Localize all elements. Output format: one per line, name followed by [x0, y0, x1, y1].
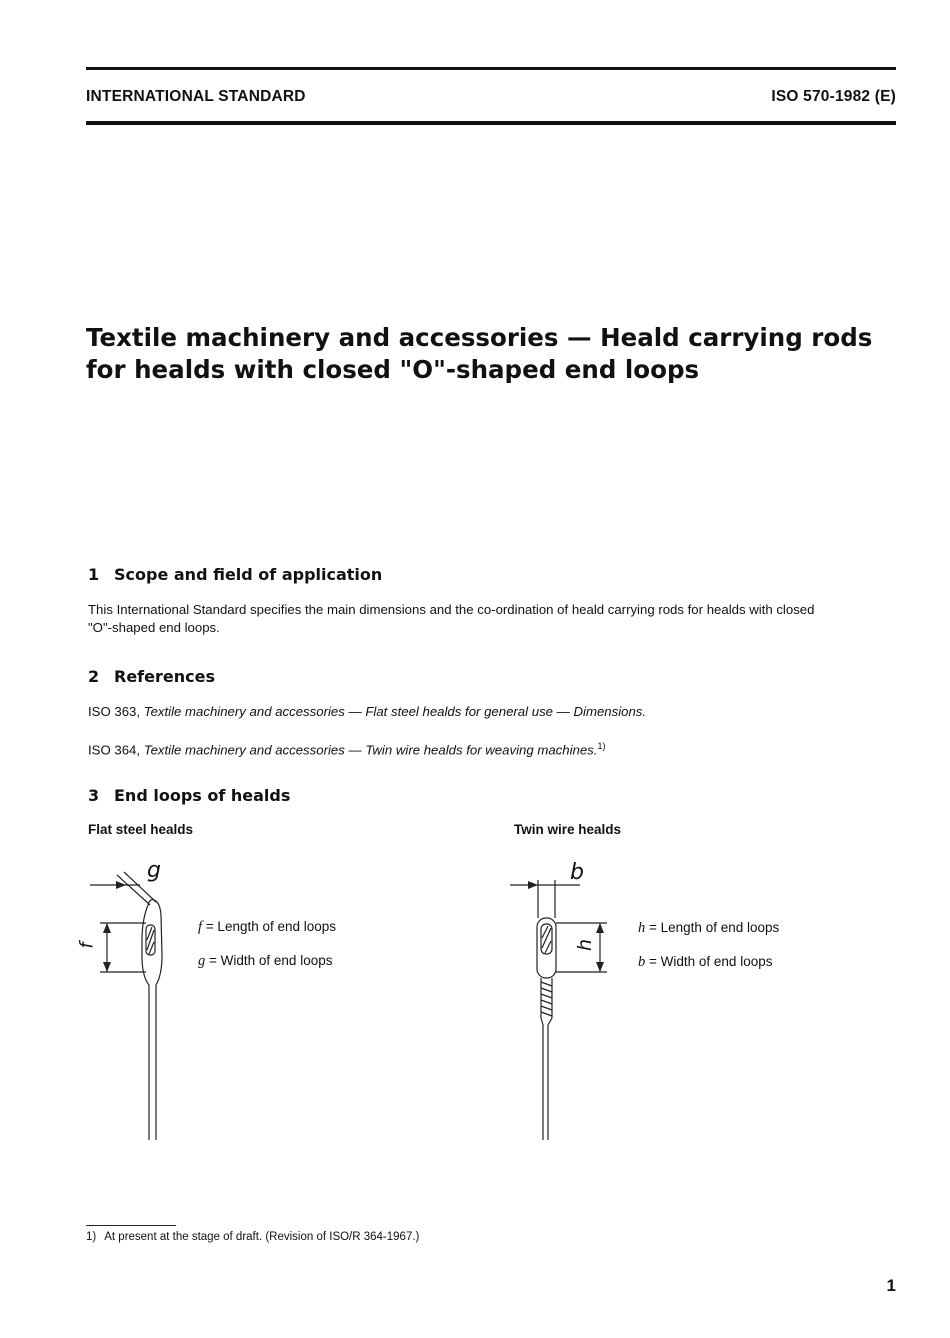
- legend-symbol: b: [638, 954, 646, 970]
- legend-text: = Width of end loops: [649, 954, 773, 969]
- twin-legend-h: [638, 920, 779, 937]
- flat-steel-subtitle: Flat steel healds: [88, 822, 194, 837]
- footnote-text: At present at the stage of draft. (Revision of ISO/R 364-1967.): [104, 1231, 420, 1243]
- section-number: 3: [88, 786, 100, 805]
- legend-text: = Width of end loops: [209, 953, 333, 968]
- flat-legend-g: [198, 953, 332, 970]
- section-number: 2: [88, 667, 100, 686]
- legend-symbol: h: [638, 920, 646, 936]
- reference-title: Textile machinery and accessories — Twin wire healds for weaving machines.: [143, 742, 598, 758]
- flat-legend-f: [198, 919, 336, 936]
- section-1-line-1: This International Standard specifies the main dimensions and the co-ordination of heald carrying rods for healds with closed: [88, 602, 815, 617]
- reference-code: ISO 363,: [88, 704, 141, 719]
- title-line-2: for healds with closed "O"-shaped end loops: [86, 355, 700, 384]
- twin-wire-subtitle: Twin wire healds: [514, 822, 622, 837]
- footnote: [86, 1231, 419, 1243]
- legend-text: = Length of end loops: [205, 919, 337, 934]
- title-line-1: Textile machinery and accessories — Heald carrying rods: [86, 323, 873, 352]
- legend-symbol: f: [198, 919, 203, 935]
- dim-label-f: f: [76, 942, 98, 949]
- dim-label-g: g: [147, 858, 161, 883]
- section-title: References: [114, 667, 215, 686]
- section-title: Scope and field of application: [114, 565, 383, 584]
- header-right: ISO 570-1982 (E): [771, 88, 896, 105]
- legend-text: = Length of end loops: [649, 920, 780, 935]
- section-number: 1: [88, 565, 100, 584]
- twin-legend-b: [638, 954, 772, 971]
- reference-title: Textile machinery and accessories — Flat steel healds for general use — Dimensions.: [143, 704, 647, 719]
- footnote-marker: 1): [86, 1231, 97, 1243]
- dim-label-h: h: [574, 938, 597, 952]
- header-left: INTERNATIONAL STANDARD: [86, 88, 306, 105]
- section-1-line-2: "O"-shaped end loops.: [88, 620, 220, 635]
- reference-code: ISO 364,: [88, 742, 141, 758]
- section-title: End loops of healds: [114, 786, 291, 805]
- legend-symbol: g: [198, 953, 206, 969]
- dim-label-b: b: [570, 860, 584, 885]
- page-number: 1: [886, 1276, 896, 1295]
- footnote-rule: [86, 1225, 176, 1226]
- footnote-marker: 1): [597, 741, 606, 751]
